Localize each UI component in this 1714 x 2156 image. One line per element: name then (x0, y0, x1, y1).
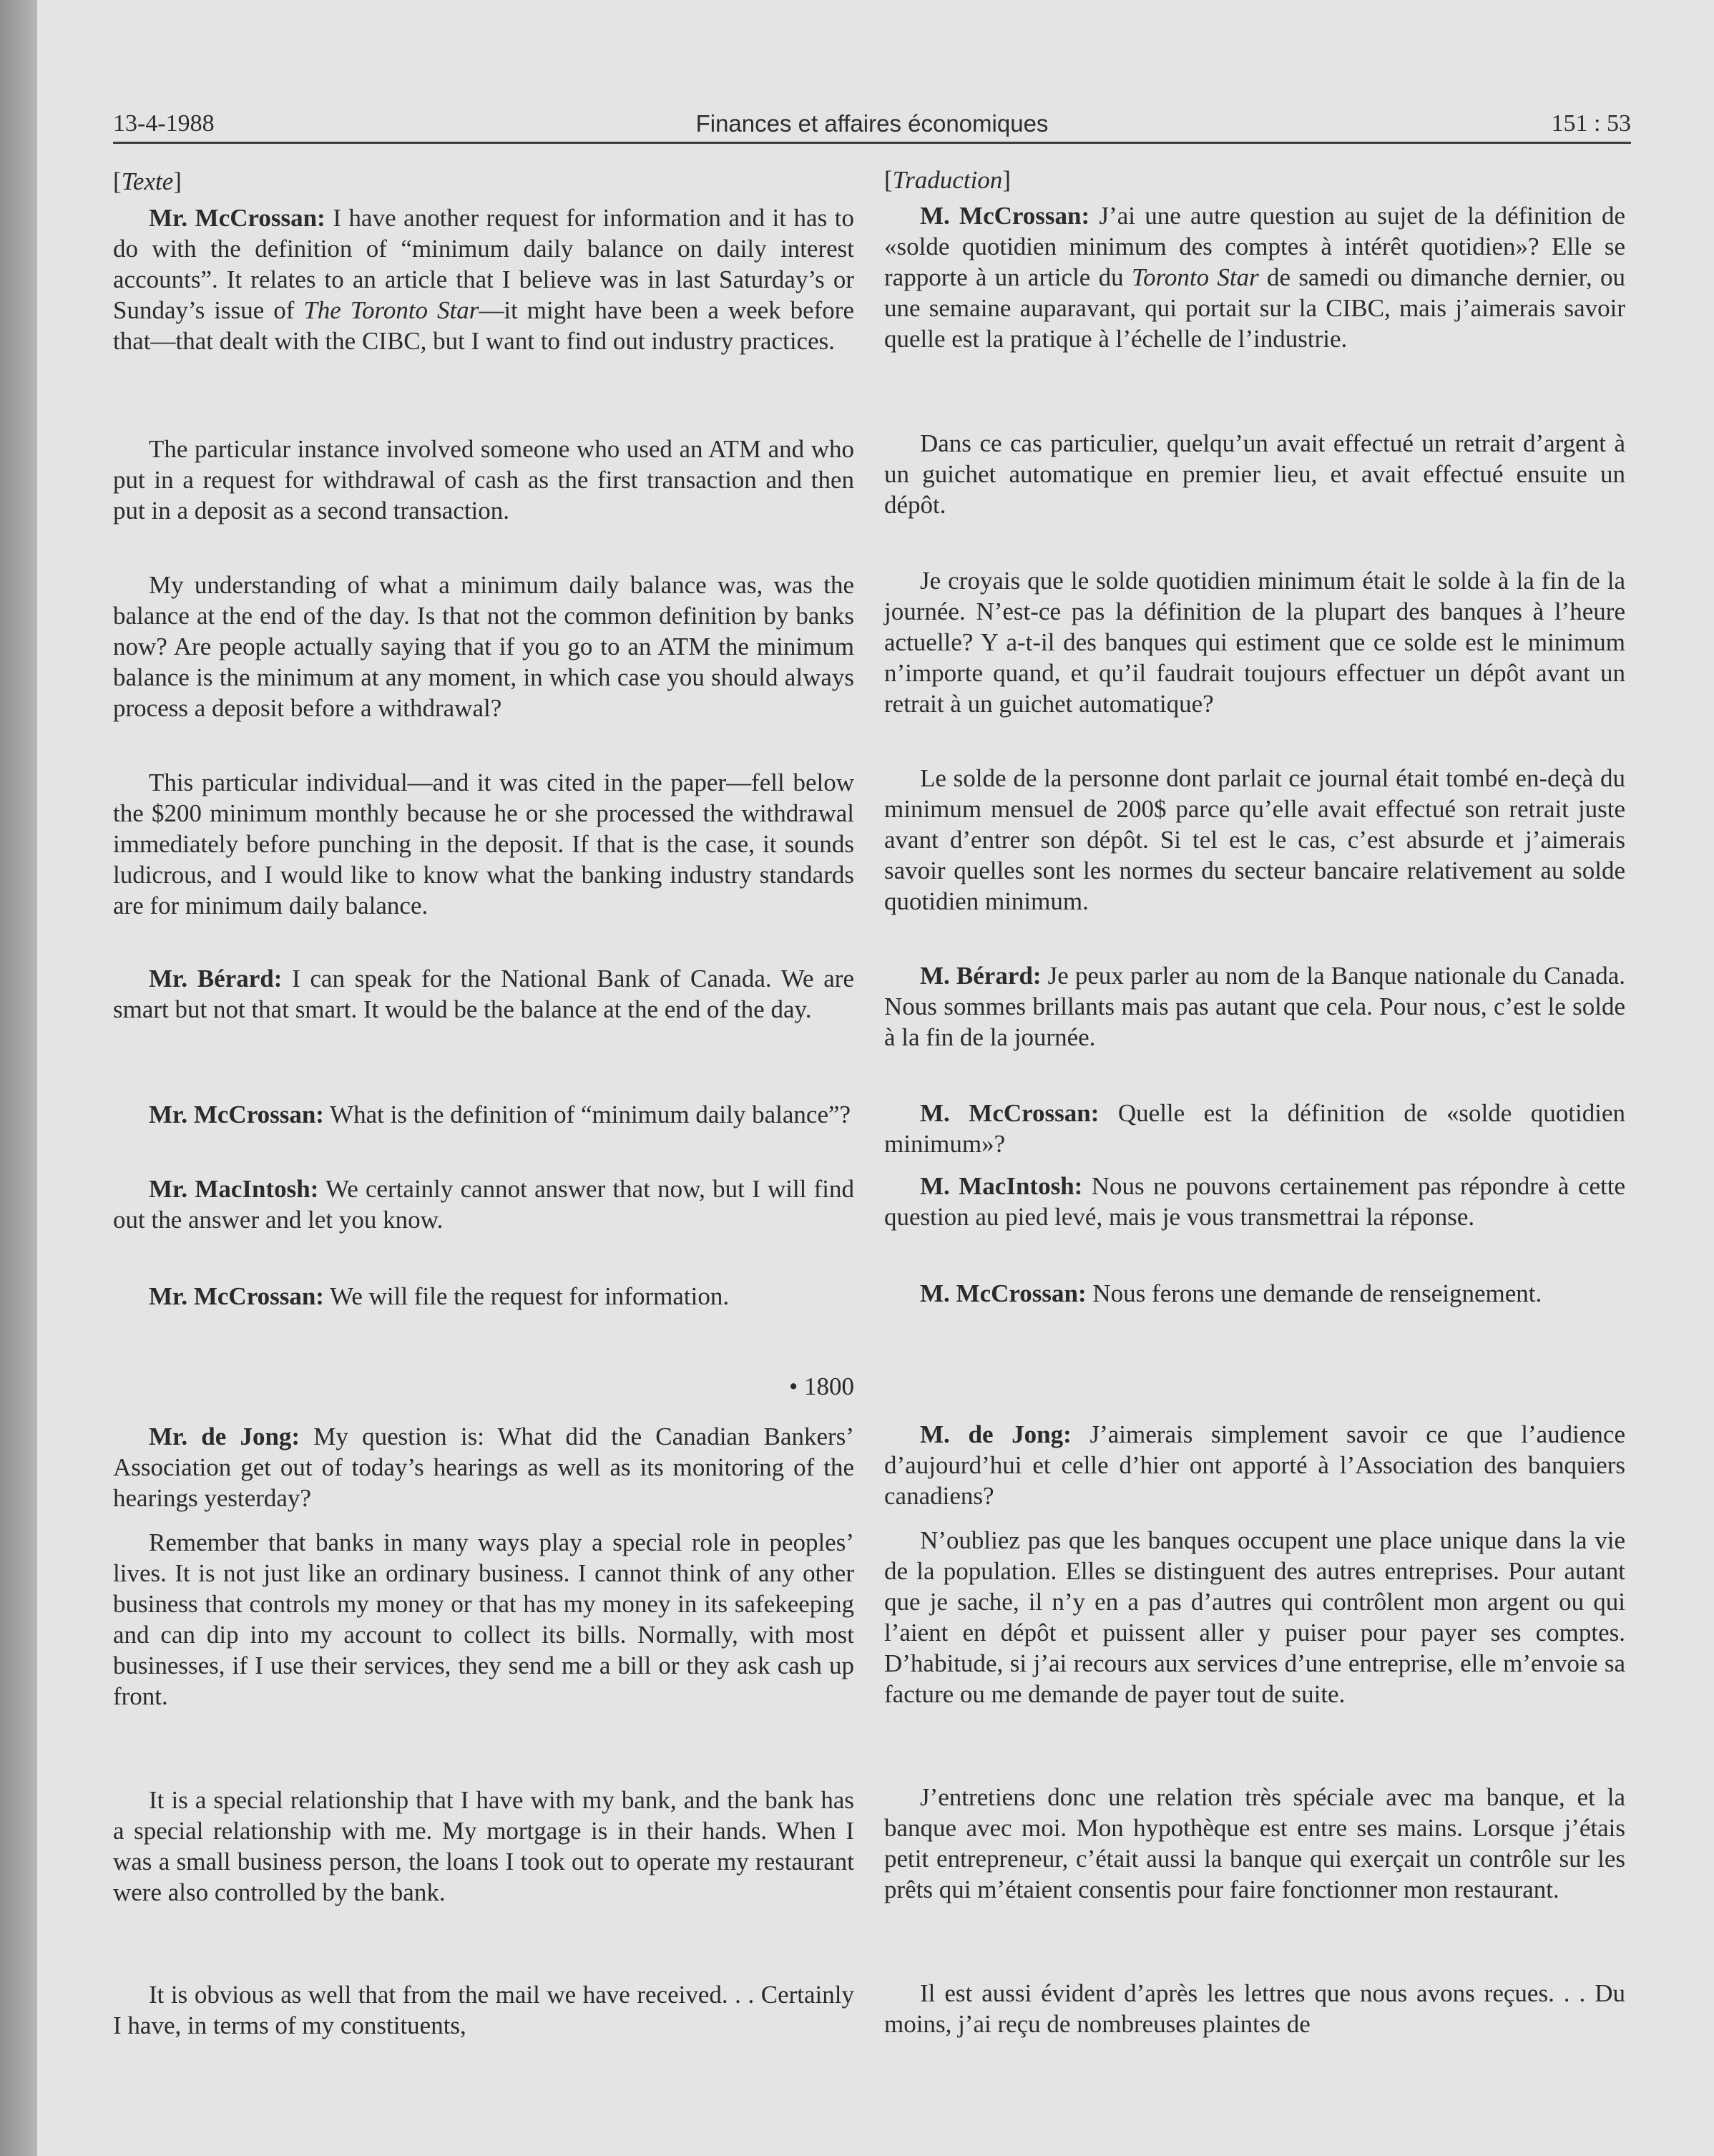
document-page (37, 0, 1714, 2156)
page-header (113, 104, 1631, 144)
header-page-number: 151 : 53 (1551, 110, 1631, 137)
paragraph: Mr. McCrossan: What is the definition of “minimum daily balance”? (149, 1101, 851, 1128)
paragraph: The particular instance involved someone who used an ATM and who put in a request for withdrawal of cash as the first transaction and then put in a deposit as a second transaction. (113, 435, 854, 525)
paragraph: Dans ce cas particulier, quelqu’un avait effectué un retrait d’argent à un guichet automatique en premier lieu, et avait effectué ensuite un dépôt. (884, 429, 1625, 519)
paragraph: M. McCrossan: J’ai une autre question au sujet de la définition de «solde quotidien minimum des comptes à intérêt quotidien»? Elle se rapporte à un article du Toronto Star de samedi ou dimanche dernier, ou une semaine auparavant, qui portait sur la CIBC, mais j’aimerais savoir quelle est la pratique à l’échelle de l’industrie. (884, 202, 1625, 353)
paragraph: Mr. McCrossan: I have another request for information and it has to do with the definition of “minimum daily balance on daily interest accounts”. It relates to an article that I believe was in last Saturday’s or Sunday’s issue of The Toronto Star—it might have been a week before that—that dealt with the CIBC, but I want to find out industry practices. (113, 204, 854, 355)
paragraph: Mr. McCrossan: We will file the request for information. (149, 1282, 730, 1310)
paragraph: M. de Jong: J’aimerais simplement savoir ce que l’audience d’aujourd’hui et celle d’hier ont apporté à l’Association des banquiers canadiens? (884, 1420, 1625, 1510)
paragraph: It is a special relationship that I have with my bank, and the bank has a special relationship with me. My mortgage is in their hands. When I was a small business person, the loans I took out to operate my restaurant were also controlled by the bank. (113, 1786, 854, 1906)
paragraph: M. McCrossan: Quelle est la définition de «solde quotidien minimum»? (884, 1099, 1625, 1158)
paragraph: M. MacIntosh: Nous ne pouvons certainement pas répondre à cette question au pied levé, mais je vous transmettrai la réponse. (884, 1172, 1625, 1231)
paragraph: Mr. de Jong: My question is: What did the Canadian Bankers’ Association get out of today’s hearings as well as its monitoring of the hearings yesterday? (113, 1423, 854, 1512)
paragraph: Il est aussi évident d’après les lettres que nous avons reçues. . . Du moins, j’ai reçu de nombreuses plaintes de (884, 1979, 1625, 2038)
paragraph: Le solde de la personne dont parlait ce journal était tombé en-deçà du minimum mensuel de 200$ parce qu’elle avait effectué son retrait juste avant d’entrer son dépôt. Si tel est le cas, c’est absurde et j’aimerais savoir quelles sont les normes du secteur bancaire relativement au solde quotidien minimum. (884, 764, 1625, 915)
header-date: 13-4-1988 (113, 110, 215, 137)
paragraph: Mr. MacIntosh: We certainly cannot answer that now, but I will find out the answer and let you know. (113, 1175, 854, 1234)
header-title: Finances et affaires économiques (695, 110, 1049, 137)
paragraph: M. McCrossan: Nous ferons une demande de renseignement. (920, 1279, 1542, 1307)
section-tag-texte: [Texte] (113, 167, 182, 195)
paragraph: N’oubliez pas que les banques occupent une place unique dans la vie de la population. Elles se distinguent des autres entreprises. Pour autant que je sache, il n’y en a pas d’autres qui contrôlent mon argent ou qui l’aient en dépôt et puissent aller y puiser pour payer ses comptes. D’habitude, si j’ai recours aux services d’une entreprise, elle m’envoie sa facture ou me demande de payer tout de suite. (884, 1526, 1625, 1708)
paragraph: My understanding of what a minimum daily balance was, was the balance at the end of the day. Is that not the common definition by banks now? Are people actually saying that if you go to an ATM the minimum balance is the minimum at any moment, in which case you should always process a deposit before a withdrawal? (113, 571, 854, 722)
paragraph: It is obvious as well that from the mail we have received. . . Certainly I have, in terms of my constituents, (113, 1981, 854, 2039)
section-tag-traduction: [Traduction] (884, 166, 1011, 194)
paragraph: Je croyais que le solde quotidien minimum était le solde à la fin de la journée. N’est-ce pas la définition de la plupart des banques à l’heure actuelle? Y a-t-il des banques qui estiment que ce solde est le minimum n’importe quand, et qu’il faudrait toujours effectuer un dépôt avant un retrait à un guichet automatique? (884, 567, 1625, 718)
paragraph: This particular individual—and it was cited in the paper—fell below the $200 minimum monthly because he or she processed the withdrawal immediately before punching in the deposit. If that is the case, it sounds ludicrous, and I would like to know what the banking industry standards are for minimum daily balance. (113, 769, 854, 920)
paragraph: Mr. Bérard: I can speak for the National Bank of Canada. We are smart but not that smart. It would be the balance at the end of the day. (113, 965, 854, 1023)
paragraph: J’entretiens donc une relation très spéciale avec ma banque, et la banque avec moi. Mon hypothèque est entre ses mains. Lorsque j’étais petit entrepreneur, c’était aussi la banque qui exerçait un contrôle sur les prêts qui m’étaient consentis pour faire fonctionner mon restaurant. (884, 1783, 1625, 1903)
time-marker: • 1800 (788, 1372, 854, 1400)
paragraph: Remember that banks in many ways play a special role in peoples’ lives. It is not just like an ordinary business. I cannot think of any other business that controls my money or that has my money in its safekeeping and can dip into my account to collect its bills. Normally, with most businesses, if I use their services, they send me a bill or they ask cash up front. (113, 1528, 854, 1710)
paragraph: M. Bérard: Je peux parler au nom de la Banque nationale du Canada. Nous sommes brillants mais pas autant que cela. Pour nous, c’est le solde à la fin de la journée. (884, 962, 1625, 1051)
